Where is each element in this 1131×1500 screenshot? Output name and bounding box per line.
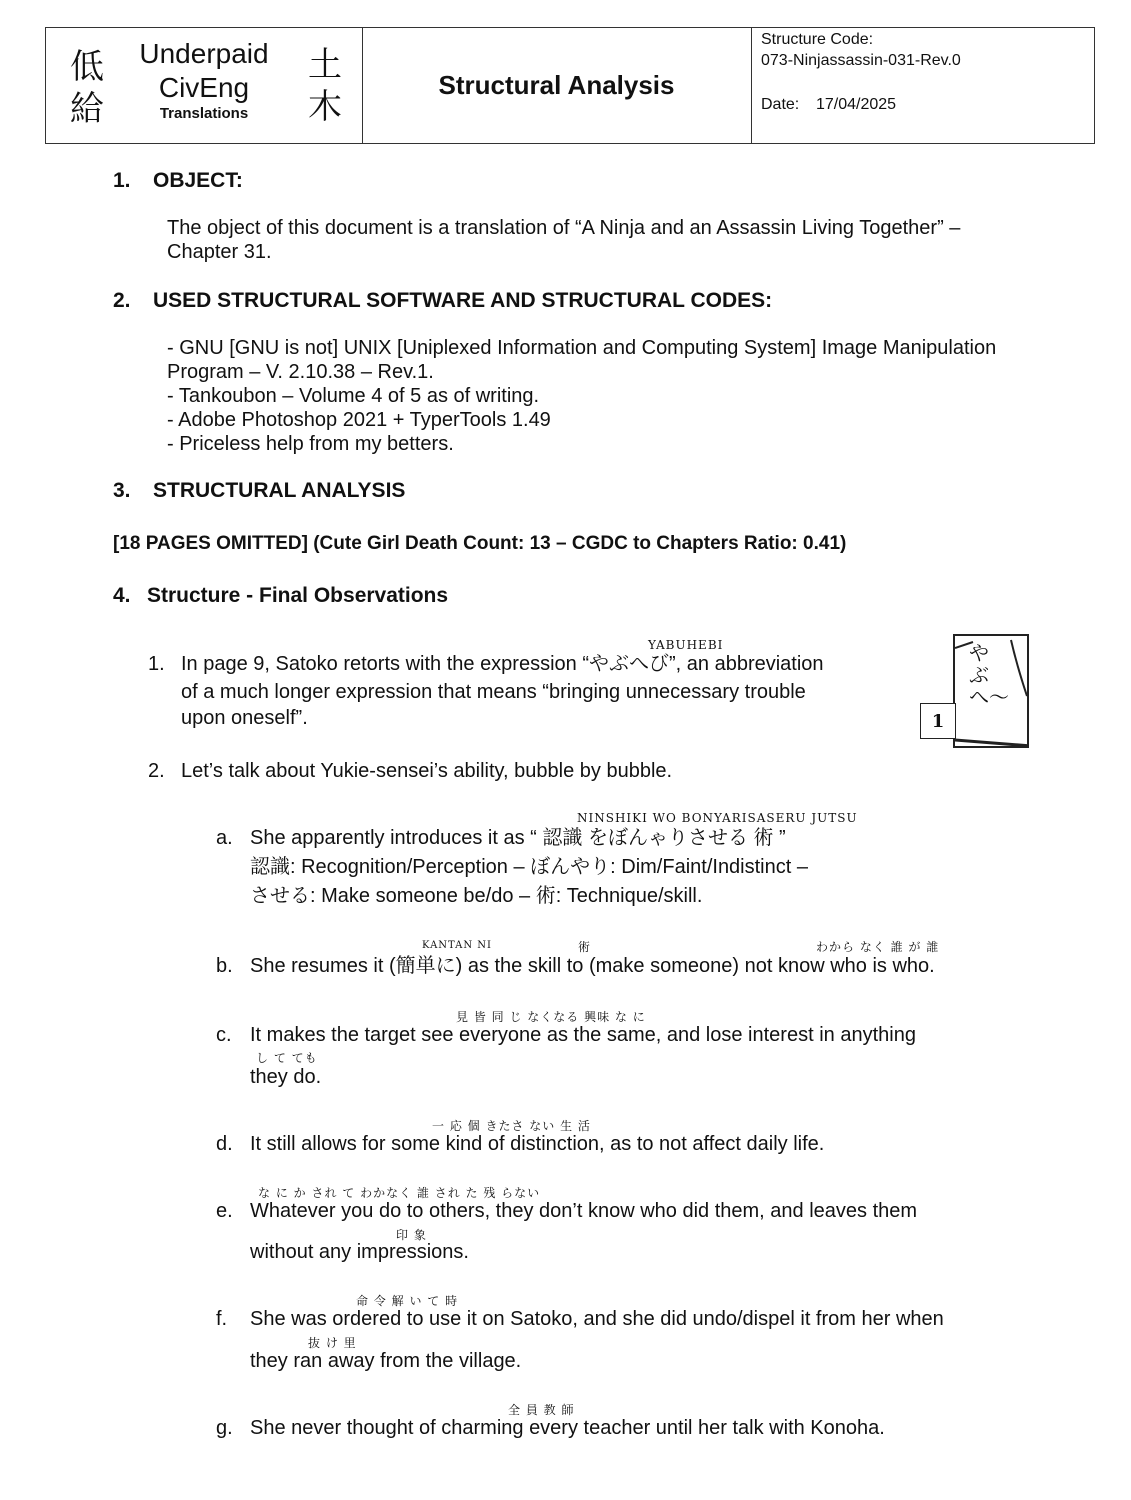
item-c-ruby-line2: し て ても [256,1051,318,1065]
item-d-letter: d. [216,1133,233,1155]
item-b-line1: She resumes it (簡単に) as the skill to (make someone) not know who is who. [250,955,935,977]
logo-kanji-left-top: 低 [70,47,104,87]
logo-kanji-left-bottom: 給 [70,89,104,129]
software-line5: - Priceless help from my betters. [167,433,454,455]
observation-2-number: 2. [148,760,165,782]
item-a-ruby: NINSHIKI WO BONYARISASERU JUTSU [577,811,858,825]
logo-civeng: CivEng [158,72,250,103]
software-line3: - Tankoubon – Volume 4 of 5 as of writing. [167,385,540,407]
document-header [45,27,1095,144]
software-line4: - Adobe Photoshop 2021 + TyperTools 1.49 [167,409,551,431]
item-b-ruby-jutsu: 術 [578,940,592,954]
section-4-title: Structure - Final Observations [147,584,449,607]
item-e-ruby-line2: 印 象 [396,1228,427,1242]
item-c-line1: It makes the target see everyone as the same, and lose interest in anything [250,1024,916,1046]
pages-omitted-note: [18 PAGES OMITTED] (Cute Girl Death Count: 13 – CGDC to Chapters Ratio: 0.41) [113,533,847,554]
item-f-line1: She was ordered to use it on Satoko, and she did undo/dispel it from her when [250,1308,944,1330]
logo-translations: Translations [159,105,249,122]
section-1-number: 1. [113,169,131,192]
item-b-ruby-kantan: KANTAN NI [422,940,493,951]
item-c-ruby-line1: 見 皆 同 じ なくなる 興味 な に [456,1010,646,1024]
item-d-line1: It still allows for some kind of distinction, as to not affect daily life. [250,1133,825,1155]
item-f-line2: they ran away from the village. [250,1350,522,1372]
logo-kanji-right-bottom: 木 [308,87,342,127]
section-3-title: STRUCTURAL ANALYSIS [153,479,406,502]
section-2-title: USED STRUCTURAL SOFTWARE AND STRUCTURAL CODES: [153,289,773,312]
item-g-line1: She never thought of charming every teacher until her talk with Konoha. [250,1417,885,1439]
panel-number-badge: 1 [920,703,956,739]
item-e-line1: Whatever you do to others, they don’t know who did them, and leaves them [250,1200,918,1222]
item-a-line2: 認識: Recognition/Perception – ぼんやり: Dim/Faint/Indistinct – [250,856,808,878]
observation-1-line2: of a much longer expression that means “bringing unnecessary trouble [181,681,806,703]
item-e-ruby-line1: な に か され て わかなく 誰 され た 残 らない [258,1186,541,1200]
item-d-ruby: 一 応 個 きたさ ない 生 活 [432,1119,591,1133]
item-b-letter: b. [216,955,233,977]
date-value: 17/04/2025 [816,96,897,113]
logo-underpaid: Underpaid [139,38,269,69]
structure-code-label: Structure Code: [761,31,874,48]
item-a-line1: She apparently introduces it as “ 認識 をぼんゃりさせる 術 ” [250,827,786,849]
document-title: Structural Analysis [362,28,752,143]
logo-cell [46,28,363,143]
item-e-letter: e. [216,1200,233,1222]
structure-code: 073-Ninjassassin-031-Rev.0 [761,52,961,69]
section-1-title: OBJECT: [153,169,243,192]
item-f-letter: f. [216,1308,228,1330]
item-b-ruby-reading: わから なく 誰 が 誰 [816,940,940,954]
observation-1-number: 1. [148,653,165,675]
software-line1: - GNU [GNU is not] UNIX [Uniplexed Information and Computing System] Image Manipulation [167,337,997,359]
section-3-number: 3. [113,479,131,502]
software-line2: Program – V. 2.10.38 – Rev.1. [167,361,434,383]
section-2-number: 2. [113,289,131,312]
document-meta [751,28,1094,143]
observation-2-line1: Let’s talk about Yukie-sensei’s ability, bubble by bubble. [181,760,673,782]
item-a-letter: a. [216,827,233,849]
item-c-letter: c. [216,1024,232,1046]
observation-1-line1: In page 9, Satoko retorts with the expression “やぶへび”, an abbreviation [181,653,824,675]
item-f-ruby-line1: 命 令 解 い て 時 [356,1294,459,1308]
date-label: Date: [761,96,800,113]
section-1-text-line2: Chapter 31. [167,241,272,263]
manga-panel-thumbnail [953,634,1029,748]
item-g-ruby: 全 員 教 師 [508,1403,575,1417]
item-g-letter: g. [216,1417,233,1439]
logo-kanji-right-top: 土 [308,45,342,85]
section-1-text-line1: The object of this document is a translation of “A Ninja and an Assassin Living Together” – [167,217,961,239]
section-4-number: 4. [113,584,131,607]
item-a-line3: させる: Make someone be/do – 術: Technique/skill. [250,885,703,907]
observation-1-line3: upon oneself”. [181,707,308,729]
item-e-line2: without any impressions. [250,1241,469,1263]
observation-1-ruby: YABUHEBI [648,638,724,652]
manga-panel-text: やぶへ〜 [969,641,1009,709]
item-f-ruby-line2: 抜 け 里 [308,1336,357,1350]
item-c-line2: they do. [250,1066,322,1088]
